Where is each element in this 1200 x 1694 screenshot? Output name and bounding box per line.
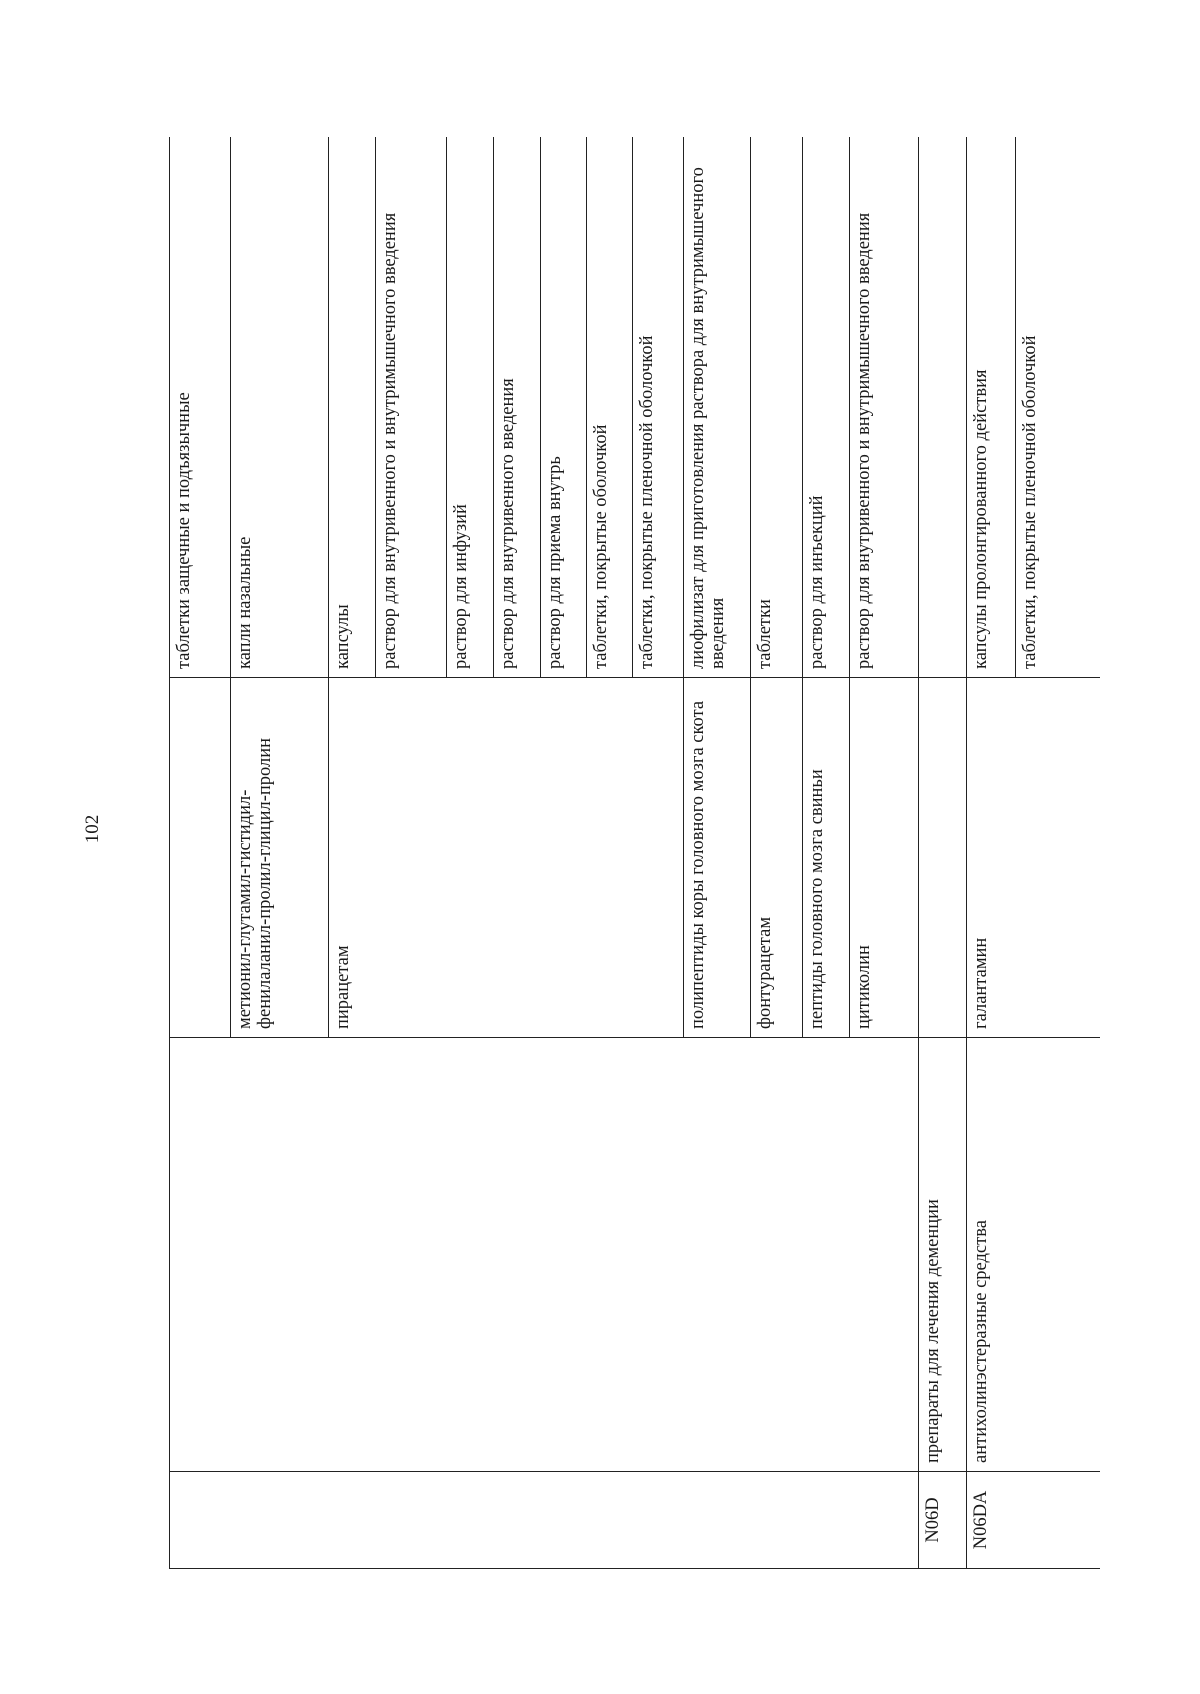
substance-cell: галантамин [967, 678, 1101, 1038]
substance-cell: полипептиды коры головного мозга скота [684, 678, 751, 1038]
form-cell: таблетки, покрытые оболочкой [587, 137, 633, 678]
group-cell: препараты для лечения деменции [919, 1038, 967, 1472]
medication-table [169, 137, 1100, 1569]
page-number: 102 [82, 814, 103, 844]
atc-code-cell: N06D [919, 1472, 967, 1569]
form-cell: лиофилизат для приготовления раствора для внутримышечного введения [684, 137, 751, 678]
rotated-table-container [169, 137, 1100, 1569]
substance-cell: пептиды головного мозга свиньи [803, 678, 850, 1038]
substance-cell: метионил-глутамил-гистидил-фенилаланил-пролил-глицил-пролин [231, 678, 329, 1038]
form-cell: капли назальные [231, 137, 329, 678]
atc-code-cell: N06DA [967, 1472, 1101, 1569]
table-row [919, 137, 967, 1569]
atc-code-cell [170, 1472, 919, 1569]
table-frame [169, 137, 1100, 1569]
table-row [170, 137, 231, 1569]
substance-cell: цитиколин [850, 678, 919, 1038]
form-cell: таблетки, покрытые пленочной оболочкой [633, 137, 684, 678]
form-cell: раствор для внутривенного введения [494, 137, 541, 678]
form-cell: таблетки, покрытые пленочной оболочкой [1016, 137, 1101, 678]
table-row [967, 137, 1016, 1569]
form-cell [919, 137, 967, 678]
form-cell: раствор для приема внутрь [541, 137, 587, 678]
substance-cell: фонтурацетам [751, 678, 803, 1038]
group-cell [170, 1038, 919, 1472]
group-cell: антихолинэстеразные средства [967, 1038, 1101, 1472]
form-cell: таблетки защечные и подъязычные [170, 137, 231, 678]
form-cell: таблетки [751, 137, 803, 678]
form-cell: раствор для внутривенного и внутримышечного введения [376, 137, 447, 678]
substance-cell [170, 678, 231, 1038]
form-cell: капсулы пролонгированного действия [967, 137, 1016, 678]
substance-cell [919, 678, 967, 1038]
form-cell: раствор для внутривенного и внутримышечного введения [850, 137, 919, 678]
form-cell: капсулы [329, 137, 376, 678]
substance-cell: пирацетам [329, 678, 684, 1038]
form-cell: раствор для инъекций [803, 137, 850, 678]
form-cell: раствор для инфузий [447, 137, 494, 678]
